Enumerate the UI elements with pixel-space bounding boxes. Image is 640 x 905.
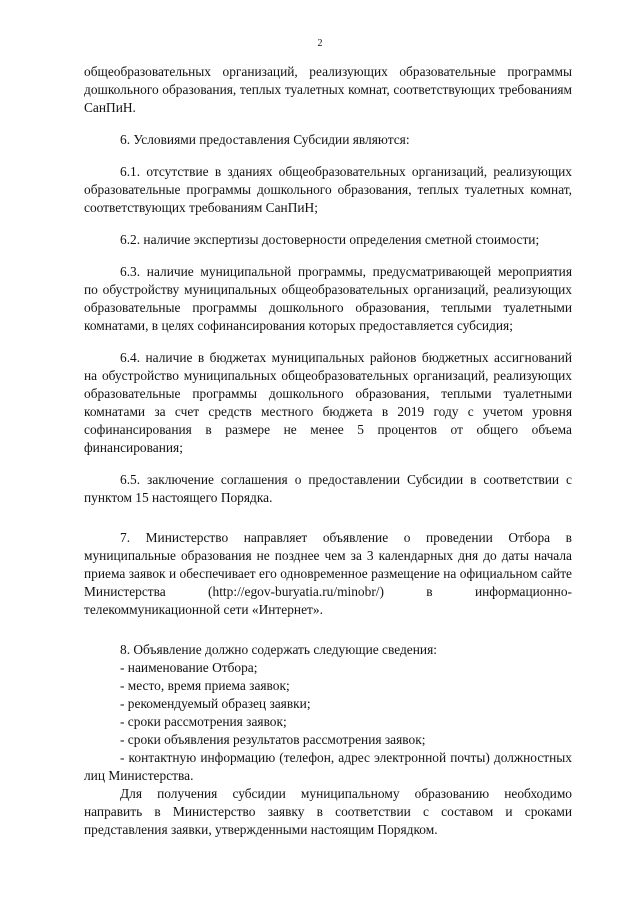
paragraph-6-2: 6.2. наличие экспертизы достоверности определения сметной стоимости; — [120, 232, 540, 247]
paragraph-6-4: 6.4. наличие в бюджетах муниципальных районов бюджетных ассигнований на обустройство муниципальных общеобразовательных организаций, реализующих образовательные программы дошкольного образования, теплыми туалетными комнатами за счет средств местного бюджета в 2019 году с учетом уровня софинансирования в размере не менее 5 процентов от общего объема финансирования; — [84, 350, 572, 455]
list-item: - наименование Отбора; — [120, 660, 258, 675]
paragraph-9: Для получения субсидии муниципальному образованию необходимо направить в Министерство заявку в соответствии с составом и сроками представления заявки, утвержденными настоящим Порядком. — [84, 786, 572, 837]
paragraph-6-3: 6.3. наличие муниципальной программы, предусматривающей мероприятия по обустройству муниципальных общеобразовательных организаций, реализующих образовательные программы дошкольного образования, теплыми туалетными комнатами, в целях софинансирования которых предоставляется субсидия; — [84, 264, 572, 333]
page-number: 2 — [317, 38, 323, 49]
paragraph-7: 7. Министерство направляет объявление о проведении Отбора в муниципальные образования не позднее чем за 3 календарных дня до даты начала приема заявок и обеспечивает его одновременное размещение на официальном сайте Министерства (http://egov-buryatia.ru/minobr/) в информационно-телекоммуникационной сети «Интернет». — [84, 530, 572, 617]
list-item: - сроки объявления результатов рассмотрения заявок; — [120, 732, 426, 747]
document-body — [84, 63, 572, 839]
paragraph-8: 8. Объявление должно содержать следующие сведения: — [120, 642, 437, 657]
paragraph-6: 6. Условиями предоставления Субсидии являются: — [120, 132, 410, 147]
list-item: - контактную информацию (телефон, адрес электронной почты) должностных лиц Министерства. — [84, 750, 572, 783]
paragraph-6-1: 6.1. отсутствие в зданиях общеобразовательных организаций, реализующих образовательные программы дошкольного образования, теплых туалетных комнат, соответствующих требованиям СанПиН; — [84, 164, 572, 215]
list-item: - сроки рассмотрения заявок; — [120, 714, 287, 729]
list-item: - место, время приема заявок; — [120, 678, 290, 693]
paragraph-6-5: 6.5. заключение соглашения о предоставлении Субсидии в соответствии с пунктом 15 настоящего Порядка. — [84, 472, 572, 505]
list-item: - рекомендуемый образец заявки; — [120, 696, 311, 711]
paragraph-8-list — [84, 659, 572, 785]
paragraph-continuation: общеобразовательных организаций, реализующих образовательные программы дошкольного образования, теплых туалетных комнат, соответствующих требованиям СанПиН. — [84, 64, 572, 115]
